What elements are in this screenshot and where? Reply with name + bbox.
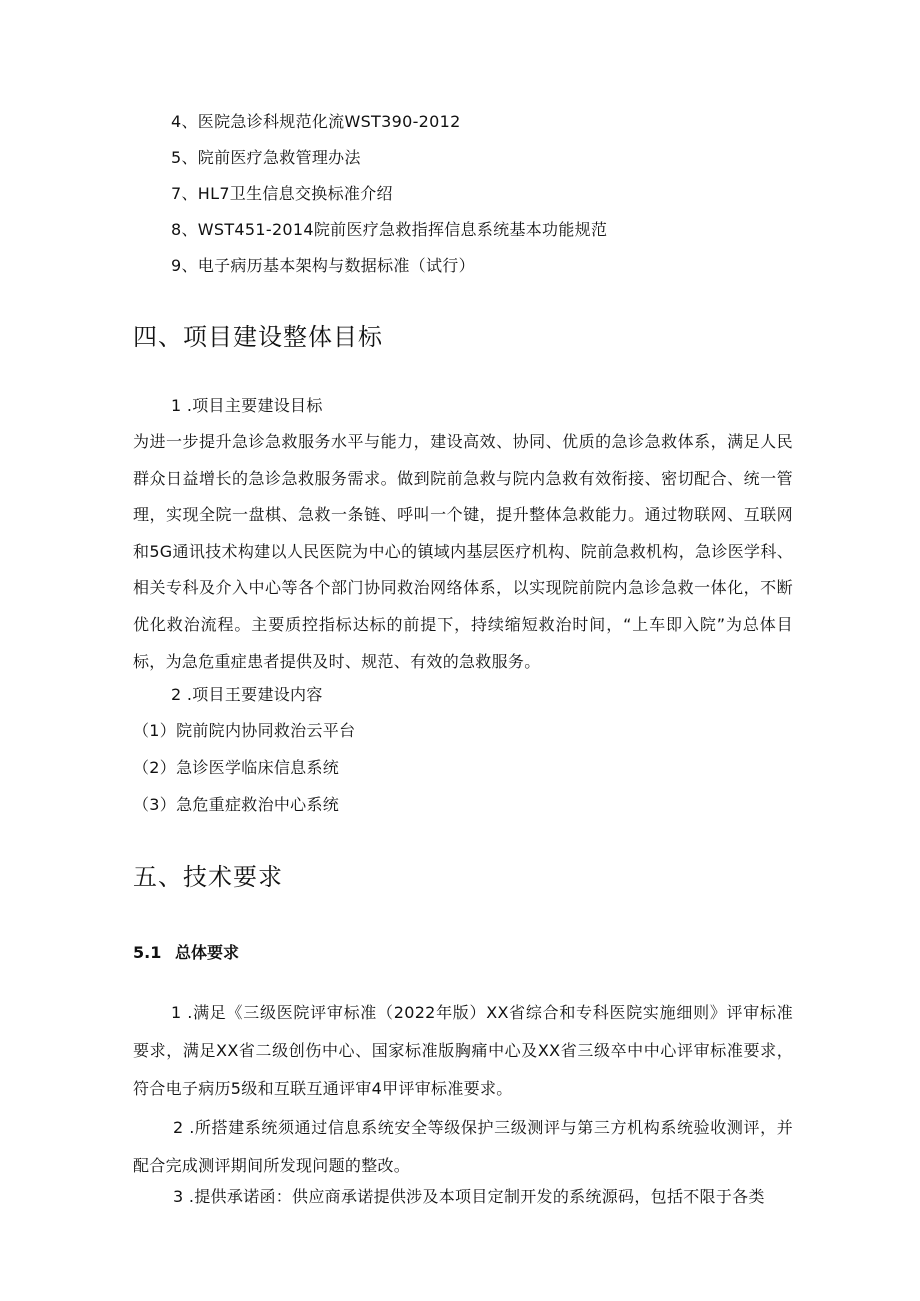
content-item-2: （2）急诊医学临床信息系统 — [133, 758, 340, 777]
section-4-item-1-body: 为进一步提升急诊急救服务水平与能力，建设高效、协同、优质的急诊急救体系，满足人民群众日益增长的急诊急救服务需求。做到院前急救与院内急救有效衔接、密切配合、统一管理，实现全院一盘棋、急救一条链、呼叫一个键，提升整体急救能力。通过物联网、互联网和5G通讯技术构建以人民医院为中心的镇域内基层医疗机构、院前急救机构，急诊医学科、相关专科及介入中心等各个部门协同救治网络体系，以实现院前院内急诊急救一体化，不断优化救治流程。主要质控指标达标的前提下，持续缩短救治时间，“上车即入院”为总体目标，为急危重症患者提供及时、规范、有效的急救服务。 — [133, 432, 793, 671]
section-4-item-1-title: 1 .项目主要建设目标 — [171, 396, 323, 415]
requirement-2: 2 .所搭建系统须通过信息系统安全等级保护三级测评与第三方机构系统验收测评，并配合完成测评期间所发现问题的整改。 — [133, 1118, 793, 1175]
section-4-heading: 四、项目建设整体目标 — [133, 323, 383, 351]
reference-item-5: 5、院前医疗急救管理办法 — [171, 148, 361, 167]
section-4-item-2-title: 2 .项目王要建设内容 — [171, 685, 323, 704]
requirement-1: 1 .满足《三级医院评审标准（2022年版）XX省综合和专科医院实施细则》评审标准要求，满足XX省二级创伤中心、国家标准版胸痛中心及XX省三级卒中中心评审标准要求，符合电子病历5级和互联互通评审4甲评审标准要求。 — [133, 1003, 793, 1098]
content-item-3: （3）急危重症救治中心系统 — [133, 795, 340, 814]
reference-item-7: 7、HL7卫生信息交换标准介绍 — [171, 184, 393, 203]
reference-item-4: 4、医院急诊科规范化流WST390-2012 — [171, 112, 461, 131]
content-item-1: （1）院前院内协同救治云平台 — [133, 721, 356, 740]
reference-item-8: 8、WST451-2014院前医疗急救指挥信息系统基本功能规范 — [171, 220, 608, 239]
requirement-3: 3 .提供承诺函：供应商承诺提供涉及本项目定制开发的系统源码，包括不限于各类 — [173, 1187, 765, 1206]
subsection-title: 总体要求 — [175, 943, 240, 962]
subsection-number: 5.1 — [133, 943, 162, 962]
section-5-heading: 五、技术要求 — [133, 863, 283, 891]
reference-item-9: 9、电子病历基本架构与数据标准（试行） — [171, 256, 475, 275]
